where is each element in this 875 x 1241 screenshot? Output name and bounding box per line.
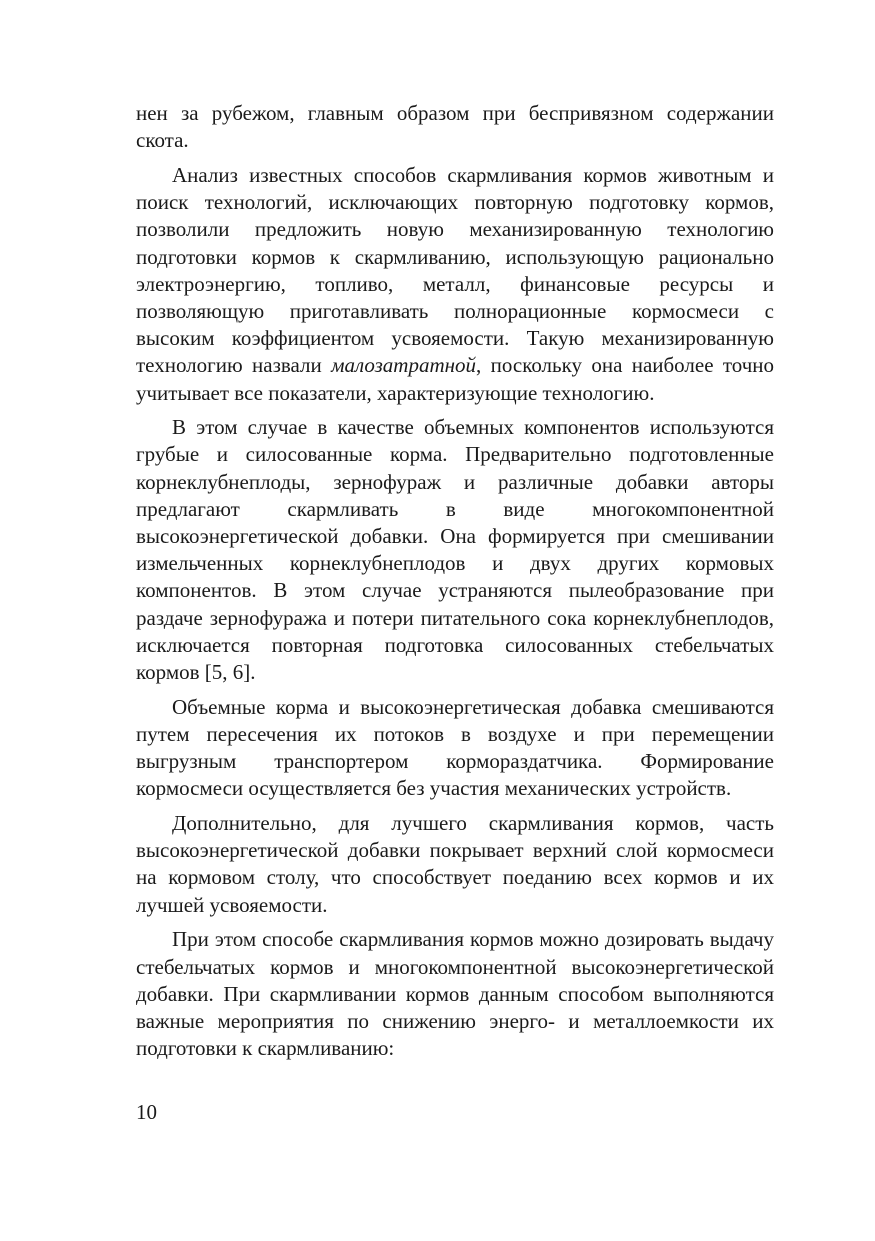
paragraph-technology-analysis (136, 162, 774, 407)
body-text (136, 100, 774, 1070)
paragraph-continuation: нен за рубежом, главным образом при беспривязном содержании скота. (136, 101, 774, 153)
paragraph-dosing: При этом способе скармливания кормов можно дозировать выдачу стебельчатых кормов и многокомпонентной высокоэнергетической добавки. При скармливании кормов данным способом выполняются важные мероприятия по снижению энерго- и металлоемкости их подготовки к скармливанию: (136, 927, 774, 1061)
paragraph-additive: Дополнительно, для лучшего скармливания кормов, часть высокоэнергетической добавки покрывает верхний слой кормосмеси на кормовом столу, что способствует поеданию всех кормов и их лучшей усвояемости. (136, 811, 774, 917)
paragraph-mixing: Объемные корма и высокоэнергетическая добавка смешиваются путем пересечения их потоков в воздухе и при перемещении выгрузным транспортером кормораздатчика. Формирование кормосмеси осуществляется без участия механических устройств. (136, 694, 774, 801)
paragraph-components: В этом случае в качестве объемных компонентов используются грубые и силосованные корма. Предварительно подготовленные корнеклубнеплоды, зернофураж и различные добавки авторы предлагают скармливать в виде многокомпонентной высокоэнергетической добавки. Она формируется при смешивании измельченных корнеклубнеплодов и двух других кормовых компонентов. В этом случае устраняются пылеобразование при раздаче зернофуража и потери питательного сока корнеклубнеплодов, исключается повторная подготовка силосованных стебельчатых кормов [5, 6]. (136, 415, 774, 685)
emphasized-term: малозатратной (331, 353, 477, 378)
paragraph-text: Анализ известных способов скармливания кормов животным и поиск технологий, исключающих повторную подготовку кормов, позволили предложить новую механизированную технологию подготовки кормов к скармливанию, использующую рационально электроэнергию, топливо, металл, финансовые ресурсы и позволяющую приготавливать полнорационные кормосмеси с высоким коэффициентом усвояемости. Такую механизированную технологию назвали (136, 162, 774, 378)
paragraph-text: , поскольку она наиболее точно учитывает все показатели, характеризующие технологию. (136, 353, 775, 405)
page-number: 10 (136, 1100, 157, 1124)
